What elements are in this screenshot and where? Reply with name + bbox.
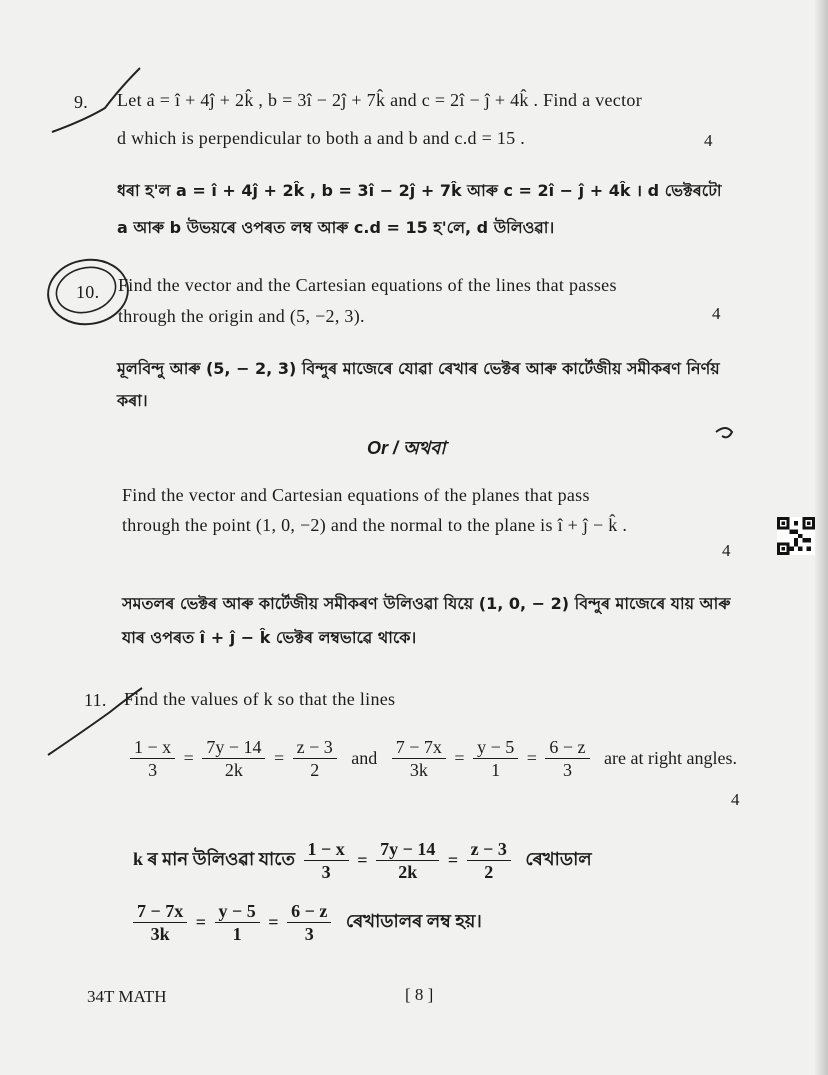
- denominator: 3: [562, 760, 572, 780]
- equals-sign: =: [195, 912, 207, 932]
- page-edge-shadow: [814, 0, 828, 1075]
- q10-marks: 4: [712, 304, 721, 323]
- q10-alt-bengali-line1: সমতলৰ ভেক্টৰ আৰু কাৰ্টেজীয় সমীকৰণ উলিওৱা যিয়ে (1, 0, − 2) বিন্দুৰ মাজেৰে যায় আৰু: [122, 594, 731, 613]
- equals-sign: =: [357, 850, 368, 870]
- q9-line2: d which is perpendicular to both a and b and c.d = 15 .: [117, 128, 526, 148]
- equals-sign: =: [454, 748, 465, 768]
- ink-mark: [716, 428, 732, 437]
- denominator: 1: [491, 760, 501, 780]
- bengali-text: k ৰ মান উলিওৱা যাতে: [133, 849, 296, 869]
- numerator: z − 3: [293, 736, 337, 759]
- and-word: and: [351, 748, 378, 768]
- equals-sign: =: [268, 912, 279, 932]
- denominator: 3: [321, 862, 331, 882]
- denominator: 2k: [398, 862, 418, 882]
- q10-line1: Find the vector and the Cartesian equations of the lines that passes: [118, 275, 617, 295]
- q11-number: 11.: [84, 690, 107, 710]
- q10-alt-line2: through the point (1, 0, −2) and the normal to the plane is î + ĵ − k̂ .: [122, 515, 628, 535]
- q11-bengali-line1: [131, 838, 594, 883]
- fraction: [376, 838, 439, 883]
- q9-marks: 4: [704, 131, 713, 150]
- q10-alt-bengali-line2: যাৰ ওপৰত î + ĵ − k̂ ভেক্টৰ লম্বভাৱে থাকে।: [122, 628, 417, 647]
- page-number: [ 8 ]: [405, 985, 434, 1004]
- fraction: [304, 838, 349, 883]
- numerator: 7y − 14: [376, 838, 439, 861]
- fraction: [467, 838, 511, 883]
- fraction: [202, 736, 265, 781]
- paper-code: 34T MATH: [87, 987, 167, 1006]
- fraction: [133, 900, 187, 945]
- numerator: 6 − z: [287, 900, 331, 923]
- denominator: 3: [148, 760, 158, 780]
- q10-alt-line1: Find the vector and Cartesian equations of the planes that pass: [122, 485, 590, 505]
- numerator: 6 − z: [545, 736, 589, 759]
- fraction: [473, 736, 518, 781]
- denominator: 1: [232, 924, 242, 944]
- q11-line-equations: [128, 736, 739, 781]
- equations-tail: are at right angles.: [604, 748, 737, 768]
- numerator: z − 3: [467, 838, 511, 861]
- denominator: 2: [310, 760, 320, 780]
- numerator: y − 5: [215, 900, 260, 923]
- q9-bengali-line1: ধৰা হ'ল a = î + 4ĵ + 2k̂ , b = 3î − 2ĵ + 7k̂ আৰু c = 2î − ĵ + 4k̂ । d ভেক্টৰটো: [117, 181, 722, 200]
- equals-sign: =: [526, 748, 537, 768]
- fraction: [215, 900, 260, 945]
- bengali-text: ৰেখাডাল: [525, 849, 592, 869]
- q11-marks: 4: [731, 790, 740, 809]
- numerator: 7 − 7x: [392, 736, 446, 759]
- q11-line1: Find the values of k so that the lines: [124, 689, 396, 709]
- q9-line1: Let a = î + 4ĵ + 2k̂ , b = 3î − 2ĵ + 7k̂ and c = 2î − ĵ + 4k̂ . Find a vector: [117, 90, 642, 110]
- qr-code-icon: [777, 517, 815, 555]
- fraction: [293, 736, 337, 781]
- denominator: 2k: [224, 760, 243, 780]
- q9-bengali-line2: a আৰু b উভয়ৰে ওপৰত লম্ব আৰু c.d = 15 হ'লে, d উলিওৱা।: [117, 218, 555, 237]
- numerator: 1 − x: [304, 838, 349, 861]
- equals-sign: =: [183, 748, 194, 768]
- q10-line2: through the origin and (5, −2, 3).: [118, 306, 365, 326]
- denominator: 3k: [150, 924, 170, 944]
- denominator: 3: [304, 924, 314, 944]
- q10-alt-marks: 4: [722, 541, 731, 560]
- fraction: [392, 736, 446, 781]
- numerator: 7 − 7x: [133, 900, 187, 923]
- q10-bengali-line2: কৰা।: [117, 391, 148, 410]
- or-divider: Or / অথবা: [367, 438, 446, 458]
- numerator: 7y − 14: [202, 736, 265, 759]
- q11-bengali-line2: [131, 900, 484, 945]
- denominator: 2: [484, 862, 494, 882]
- numerator: 1 − x: [130, 736, 175, 759]
- fraction: [130, 736, 175, 781]
- equals-sign: =: [447, 850, 459, 870]
- equals-sign: =: [273, 748, 285, 768]
- q9-number: 9.: [74, 92, 89, 112]
- numerator: y − 5: [473, 736, 518, 759]
- bengali-text: ৰেখাডালৰ লম্ব হয়।: [345, 911, 482, 931]
- denominator: 3k: [409, 760, 428, 780]
- fraction: [287, 900, 331, 945]
- q10-number: 10.: [76, 282, 100, 302]
- fraction: [545, 736, 589, 781]
- q10-bengali-line1: মূলবিন্দু আৰু (5, − 2, 3) বিন্দুৰ মাজেৰে যোৱা ৰেখাৰ ভেক্টৰ আৰু কাৰ্টেজীয় সমীকৰণ নিৰ্ণয়: [117, 359, 720, 378]
